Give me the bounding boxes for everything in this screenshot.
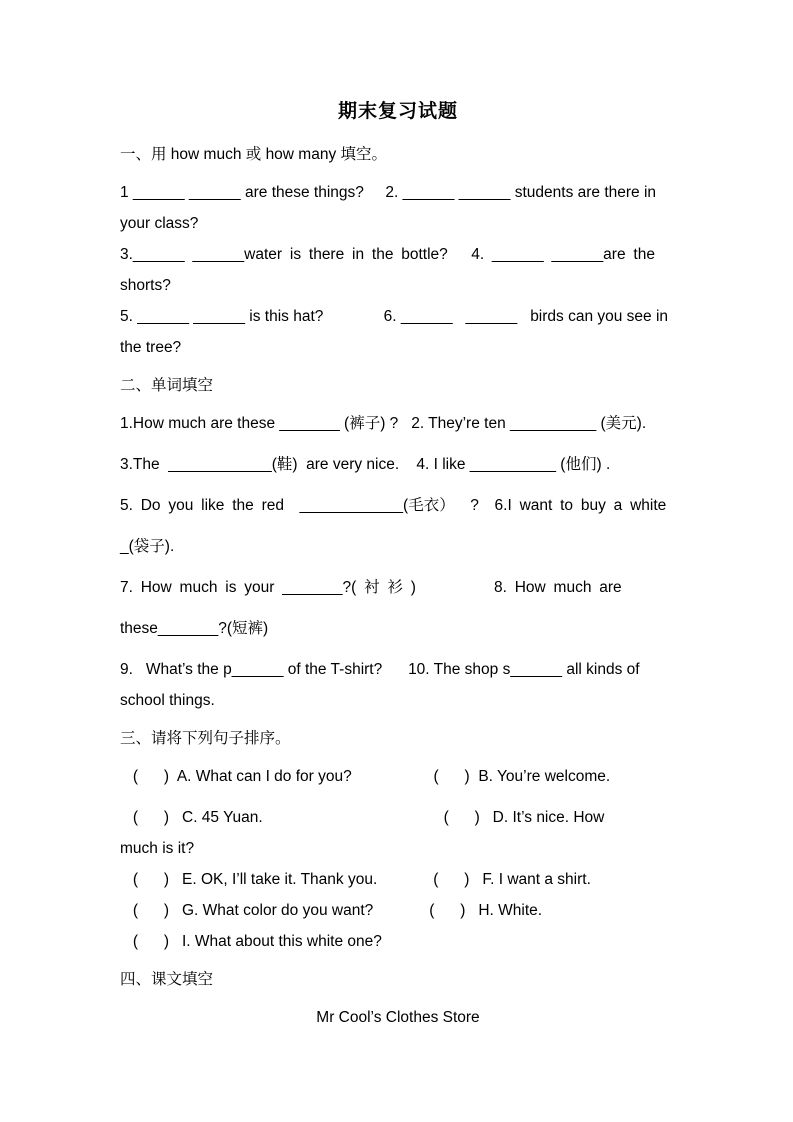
section-heading: 一、用 how much 或 how many 填空。 <box>120 146 388 163</box>
document-line: ( ) E. OK, I’ll take it. Thank you. ( ) F. I want a shirt. <box>120 871 591 888</box>
document-line: shorts? <box>120 277 171 294</box>
document-line: ( ) G. What color do you want? ( ) H. White. <box>120 902 543 919</box>
document-line: 7. How much is your _______?( 衬 衫 ) 8. How much are <box>120 579 622 596</box>
sections-container <box>120 139 676 1033</box>
document-line: school things. <box>120 692 215 709</box>
document-line: ( ) I. What about this white one? <box>120 933 382 950</box>
document-line: these_______?(短裤) <box>120 620 269 637</box>
section <box>120 139 676 363</box>
section <box>120 723 676 957</box>
document-line: 9. What’s the p______ of the T-shirt? 10. The shop s______ all kinds of <box>120 661 640 678</box>
document-line: ( ) C. 45 Yuan. ( ) D. It’s nice. How <box>120 809 605 826</box>
document-line: much is it? <box>120 840 195 857</box>
document-line: 3.The ____________(鞋) are very nice. 4. I like __________ (他们) . <box>120 456 611 473</box>
document-line: _(袋子). <box>120 538 175 555</box>
document-line: Mr Cool’s Clothes Store <box>316 1009 480 1026</box>
document-line: 1 ______ ______ are these things? 2. ______ ______ students are there in <box>120 184 657 201</box>
document-line: 3.______ ______water is there in the bottle? 4. ______ ______are the <box>120 246 655 263</box>
document-line: 5. ______ ______ is this hat? 6. ______ ______ birds can you see in <box>120 308 669 325</box>
document-line: 5. Do you like the red ____________(毛衣） ? 6.I want to buy a white <box>120 497 667 514</box>
section-heading: 四、课文填空 <box>120 971 214 988</box>
document-line: the tree? <box>120 339 182 356</box>
document-line: your class? <box>120 215 199 232</box>
section <box>120 964 676 1033</box>
document-title: 期末复习试题 <box>337 101 458 122</box>
document-line: 1.How much are these _______ (裤子) ? 2. They’re ten __________ (美元). <box>120 415 647 432</box>
section-heading: 二、单词填空 <box>120 377 214 394</box>
document-line: ( ) A. What can I do for you? ( ) B. You’re welcome. <box>120 768 611 785</box>
section-heading: 三、请将下列句子排序。 <box>120 730 291 747</box>
section <box>120 370 676 716</box>
